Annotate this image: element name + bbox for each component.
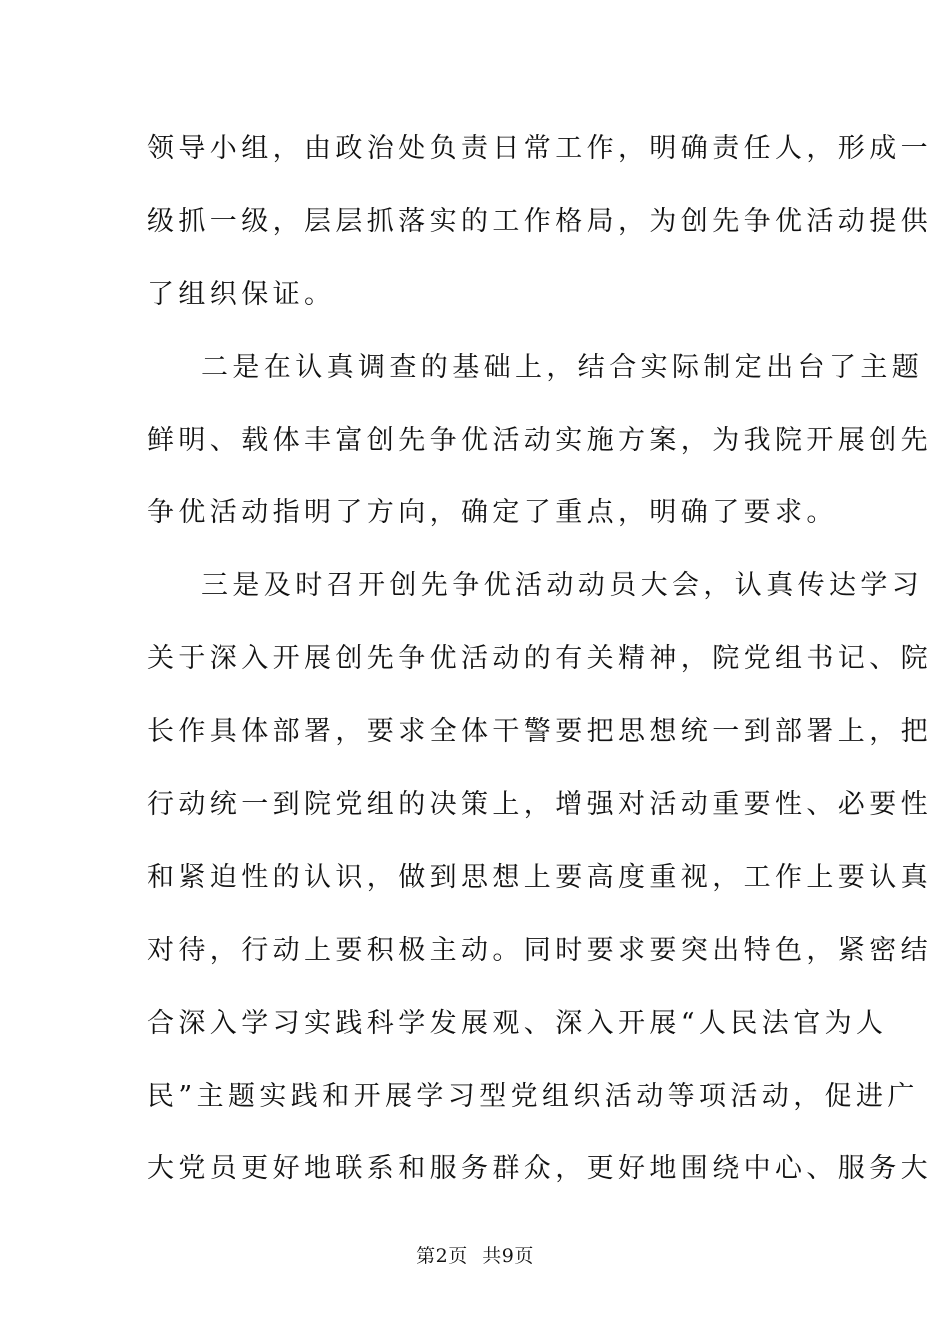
text-line: 鲜明、载体丰富创先争优活动实施方案，为我院开展创先 bbox=[147, 424, 932, 456]
body-text bbox=[147, 113, 932, 1206]
page-total: 共9页 bbox=[482, 1245, 534, 1267]
text-line: 大党员更好地联系和服务群众，更好地围绕中心、服务大 bbox=[147, 1153, 932, 1185]
text-line: 行动统一到院党组的决策上，增强对活动重要性、必要性 bbox=[147, 789, 932, 821]
text-line: 民”主题实践和开展学习型党组织活动等项活动，促进广 bbox=[147, 1080, 919, 1112]
text-line: 关于深入开展创先争优活动的有关精神，院党组书记、院 bbox=[147, 643, 932, 675]
text-line: 争优活动指明了方向，确定了重点，明确了要求。 bbox=[147, 497, 838, 529]
text-line: 了组织保证。 bbox=[147, 278, 336, 310]
text-line: 合深入学习实践科学发展观、深入开展“人民法官为人 bbox=[147, 1007, 888, 1039]
page-footer bbox=[0, 1241, 950, 1268]
page-number: 第2页 bbox=[416, 1245, 468, 1267]
text-line: 和紧迫性的认识，做到思想上要高度重视，工作上要认真 bbox=[147, 861, 932, 893]
text-line: 领导小组，由政治处负责日常工作，明确责任人，形成一 bbox=[147, 133, 932, 164]
text-line: 对待，行动上要积极主动。同时要求要突出特色，紧密结 bbox=[147, 934, 932, 966]
text-line: 级抓一级，层层抓落实的工作格局，为创先争优活动提供 bbox=[147, 205, 932, 237]
paragraph-start-line: 三是及时召开创先争优活动动员大会，认真传达学习 bbox=[201, 570, 924, 602]
text-line: 长作具体部署，要求全体干警要把思想统一到部署上，把 bbox=[147, 716, 932, 748]
paragraph-start-line: 二是在认真调查的基础上，结合实际制定出台了主题 bbox=[201, 351, 924, 383]
